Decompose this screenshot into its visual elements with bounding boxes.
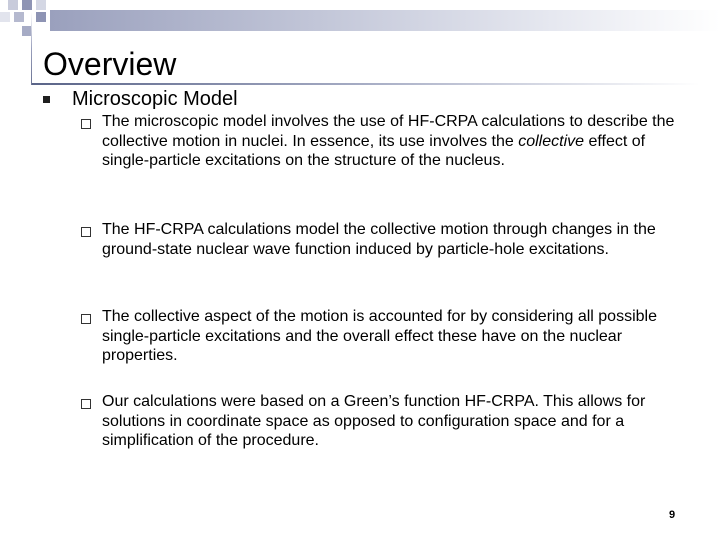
square-bullet-icon — [43, 96, 50, 103]
header-vertical-rule — [31, 12, 32, 85]
decor-square — [36, 12, 46, 22]
sub-bullet-item — [80, 392, 690, 451]
sub-bullet-item — [80, 220, 690, 259]
header-gradient-bar — [50, 10, 720, 31]
slide-title: Overview — [43, 46, 177, 82]
page-number: 9 — [669, 509, 676, 521]
hollow-square-bullet-icon — [81, 227, 91, 237]
sub-bullet-text: Our calculations were based on a Green’s function HF-CRPA. This allows for solutions in coordinate space as opposed to configuration space and for a simplification of the procedure. — [102, 393, 646, 449]
sub-bullet-text: The HF-CRPA calculations model the collective motion through changes in the ground-state nuclear wave function induced by particle-hole excitations. — [102, 221, 656, 258]
hollow-square-bullet-icon — [81, 399, 91, 409]
emphasis-text: collective — [518, 132, 585, 150]
sub-bullet-item — [80, 307, 690, 366]
hollow-square-bullet-icon — [81, 119, 91, 129]
text-run: The microscopic model involves the use of HF-CRPA calculations to describe the collective motion in nuclei. In essence, its use involves the — [102, 113, 675, 150]
decor-square — [8, 0, 18, 10]
text-run: effect of single-particle excitations on the structure of the nucleus. — [102, 132, 646, 169]
sub-bullet-text — [102, 112, 687, 171]
sub-bullet-item — [80, 112, 690, 171]
decor-square — [36, 0, 46, 10]
decor-square — [0, 12, 10, 22]
sub-bullet-text: The collective aspect of the motion is accounted for by considering all possible single-particle excitations and the overall effect these have on the nuclear properties. — [102, 308, 657, 364]
decor-square — [22, 0, 32, 10]
level1-text: Microscopic Model — [72, 88, 238, 110]
hollow-square-bullet-icon — [81, 314, 91, 324]
decor-square — [14, 12, 24, 22]
level1-bullet-item — [43, 88, 238, 110]
